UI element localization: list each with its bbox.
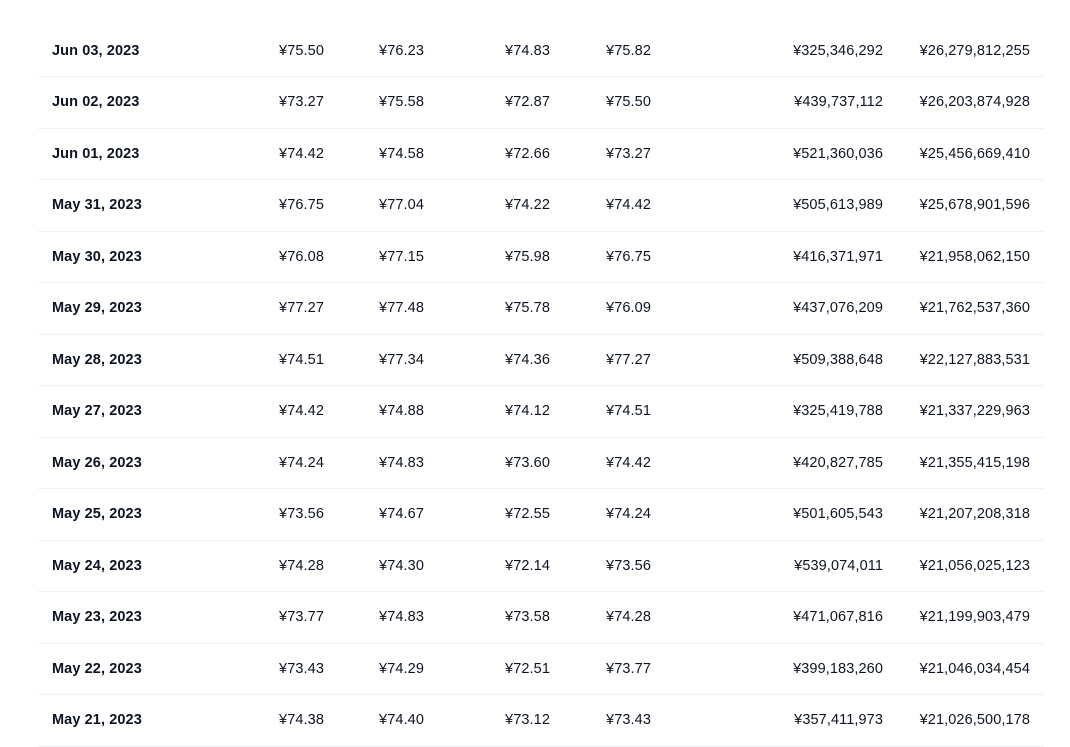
volume-cell: ¥501,605,543 [665, 489, 897, 541]
volume-cell: ¥357,411,973 [665, 695, 897, 747]
table-row [38, 180, 1044, 232]
close-price-cell: ¥77.27 [564, 334, 665, 386]
volume-cell: ¥471,067,816 [665, 592, 897, 644]
volume-cell: ¥420,827,785 [665, 437, 897, 489]
high-price-cell: ¥74.67 [338, 489, 438, 541]
table-row [38, 540, 1044, 592]
open-price-cell: ¥76.08 [238, 231, 338, 283]
date-cell: May 28, 2023 [38, 334, 238, 386]
date-cell: Jun 01, 2023 [38, 128, 238, 180]
volume-cell: ¥437,076,209 [665, 283, 897, 335]
close-price-cell: ¥76.09 [564, 283, 665, 335]
market-cap-cell: ¥26,279,812,255 [897, 25, 1044, 77]
market-cap-cell: ¥21,046,034,454 [897, 643, 1044, 695]
market-cap-cell: ¥21,958,062,150 [897, 231, 1044, 283]
low-price-cell: ¥74.36 [438, 334, 564, 386]
close-price-cell: ¥75.50 [564, 77, 665, 129]
date-cell: May 21, 2023 [38, 695, 238, 747]
low-price-cell: ¥72.87 [438, 77, 564, 129]
high-price-cell: ¥77.15 [338, 231, 438, 283]
date-cell: May 31, 2023 [38, 180, 238, 232]
date-cell: May 29, 2023 [38, 283, 238, 335]
low-price-cell: ¥73.60 [438, 437, 564, 489]
low-price-cell: ¥72.51 [438, 643, 564, 695]
volume-cell: ¥325,346,292 [665, 25, 897, 77]
close-price-cell: ¥73.27 [564, 128, 665, 180]
close-price-cell: ¥75.82 [564, 25, 665, 77]
high-price-cell: ¥77.04 [338, 180, 438, 232]
volume-cell: ¥509,388,648 [665, 334, 897, 386]
low-price-cell: ¥74.12 [438, 386, 564, 438]
low-price-cell: ¥75.78 [438, 283, 564, 335]
low-price-cell: ¥73.58 [438, 592, 564, 644]
low-price-cell: ¥74.83 [438, 25, 564, 77]
market-cap-cell: ¥25,456,669,410 [897, 128, 1044, 180]
high-price-cell: ¥76.23 [338, 25, 438, 77]
market-cap-cell: ¥21,056,025,123 [897, 540, 1044, 592]
market-cap-cell: ¥21,199,903,479 [897, 592, 1044, 644]
date-cell: May 25, 2023 [38, 489, 238, 541]
table-body [38, 25, 1044, 746]
date-cell: May 23, 2023 [38, 592, 238, 644]
low-price-cell: ¥75.98 [438, 231, 564, 283]
market-cap-cell: ¥22,127,883,531 [897, 334, 1044, 386]
table-row [38, 437, 1044, 489]
close-price-cell: ¥76.75 [564, 231, 665, 283]
market-cap-cell: ¥26,203,874,928 [897, 77, 1044, 129]
close-price-cell: ¥74.42 [564, 180, 665, 232]
volume-cell: ¥325,419,788 [665, 386, 897, 438]
open-price-cell: ¥74.42 [238, 386, 338, 438]
volume-cell: ¥505,613,989 [665, 180, 897, 232]
close-price-cell: ¥73.43 [564, 695, 665, 747]
table-row [38, 643, 1044, 695]
open-price-cell: ¥77.27 [238, 283, 338, 335]
close-price-cell: ¥74.51 [564, 386, 665, 438]
market-cap-cell: ¥21,026,500,178 [897, 695, 1044, 747]
table-row [38, 77, 1044, 129]
market-cap-cell: ¥21,355,415,198 [897, 437, 1044, 489]
table-row [38, 283, 1044, 335]
open-price-cell: ¥73.77 [238, 592, 338, 644]
table-row [38, 386, 1044, 438]
volume-cell: ¥416,371,971 [665, 231, 897, 283]
close-price-cell: ¥74.24 [564, 489, 665, 541]
high-price-cell: ¥74.29 [338, 643, 438, 695]
volume-cell: ¥521,360,036 [665, 128, 897, 180]
open-price-cell: ¥74.51 [238, 334, 338, 386]
market-cap-cell: ¥21,337,229,963 [897, 386, 1044, 438]
table-row [38, 489, 1044, 541]
open-price-cell: ¥75.50 [238, 25, 338, 77]
open-price-cell: ¥74.38 [238, 695, 338, 747]
table-row [38, 695, 1044, 747]
close-price-cell: ¥73.56 [564, 540, 665, 592]
open-price-cell: ¥74.28 [238, 540, 338, 592]
date-cell: May 26, 2023 [38, 437, 238, 489]
open-price-cell: ¥73.43 [238, 643, 338, 695]
date-cell: Jun 03, 2023 [38, 25, 238, 77]
date-cell: May 24, 2023 [38, 540, 238, 592]
high-price-cell: ¥74.40 [338, 695, 438, 747]
high-price-cell: ¥74.88 [338, 386, 438, 438]
historical-data-table [38, 25, 1044, 747]
market-cap-cell: ¥21,207,208,318 [897, 489, 1044, 541]
high-price-cell: ¥74.83 [338, 592, 438, 644]
low-price-cell: ¥73.12 [438, 695, 564, 747]
high-price-cell: ¥77.48 [338, 283, 438, 335]
close-price-cell: ¥74.42 [564, 437, 665, 489]
volume-cell: ¥539,074,011 [665, 540, 897, 592]
high-price-cell: ¥77.34 [338, 334, 438, 386]
table-row [38, 231, 1044, 283]
table-row [38, 25, 1044, 77]
table-row [38, 128, 1044, 180]
volume-cell: ¥439,737,112 [665, 77, 897, 129]
market-cap-cell: ¥21,762,537,360 [897, 283, 1044, 335]
low-price-cell: ¥72.66 [438, 128, 564, 180]
table-row [38, 334, 1044, 386]
open-price-cell: ¥73.56 [238, 489, 338, 541]
date-cell: May 22, 2023 [38, 643, 238, 695]
open-price-cell: ¥76.75 [238, 180, 338, 232]
low-price-cell: ¥72.14 [438, 540, 564, 592]
high-price-cell: ¥74.83 [338, 437, 438, 489]
open-price-cell: ¥74.24 [238, 437, 338, 489]
history-table [38, 25, 1044, 747]
date-cell: May 30, 2023 [38, 231, 238, 283]
table-row [38, 592, 1044, 644]
high-price-cell: ¥74.58 [338, 128, 438, 180]
volume-cell: ¥399,183,260 [665, 643, 897, 695]
market-cap-cell: ¥25,678,901,596 [897, 180, 1044, 232]
close-price-cell: ¥73.77 [564, 643, 665, 695]
close-price-cell: ¥74.28 [564, 592, 665, 644]
low-price-cell: ¥74.22 [438, 180, 564, 232]
high-price-cell: ¥75.58 [338, 77, 438, 129]
open-price-cell: ¥74.42 [238, 128, 338, 180]
open-price-cell: ¥73.27 [238, 77, 338, 129]
date-cell: Jun 02, 2023 [38, 77, 238, 129]
high-price-cell: ¥74.30 [338, 540, 438, 592]
low-price-cell: ¥72.55 [438, 489, 564, 541]
date-cell: May 27, 2023 [38, 386, 238, 438]
